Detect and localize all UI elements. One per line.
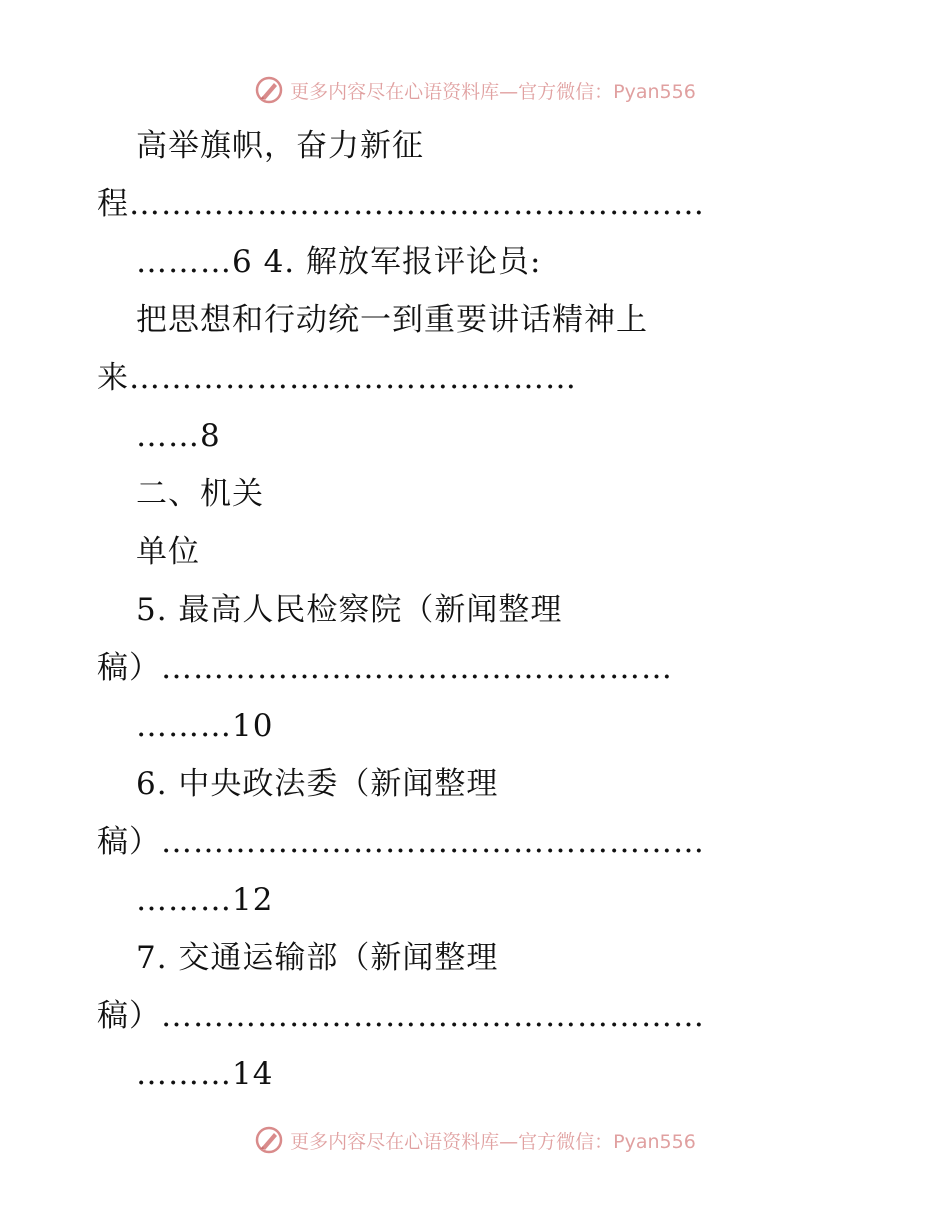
toc-line: 6. 中央政法委（新闻整理 — [136, 766, 499, 802]
toc-line: 程……………………………………………… — [97, 186, 705, 222]
footer-watermark — [0, 1120, 950, 1160]
toc-line: ………6 4. 解放军报评论员: — [136, 244, 542, 280]
toc-line: ………14 — [136, 1056, 274, 1092]
toc-line: ………12 — [136, 882, 274, 918]
toc-line: ………10 — [136, 708, 274, 744]
toc-section-heading: 二、机关 — [136, 476, 264, 512]
toc-line: 7. 交通运输部（新闻整理 — [136, 940, 499, 976]
header-watermark — [0, 70, 950, 110]
toc-line: 来…………………………………… — [97, 360, 577, 396]
toc-section-heading: 单位 — [136, 534, 200, 570]
toc-line: 5. 最高人民检察院（新闻整理 — [136, 592, 563, 628]
watermark-text: 更多内容尽在心语资料库—官方微信：Pyan556 — [290, 1130, 696, 1153]
toc-line: ……8 — [136, 418, 221, 454]
toc-line: 高举旗帜，奋力新征 — [136, 128, 424, 164]
pen-logo-icon — [254, 1125, 284, 1155]
toc-line: 把思想和行动统一到重要讲话精神上 — [136, 302, 648, 338]
toc-line: 稿）…………………………………………… — [97, 998, 705, 1034]
toc-line: 稿）………………………………………… — [97, 650, 673, 686]
watermark-text: 更多内容尽在心语资料库—官方微信：Pyan556 — [290, 80, 696, 103]
toc-line: 稿）…………………………………………… — [97, 824, 705, 860]
pen-logo-icon — [254, 75, 284, 105]
